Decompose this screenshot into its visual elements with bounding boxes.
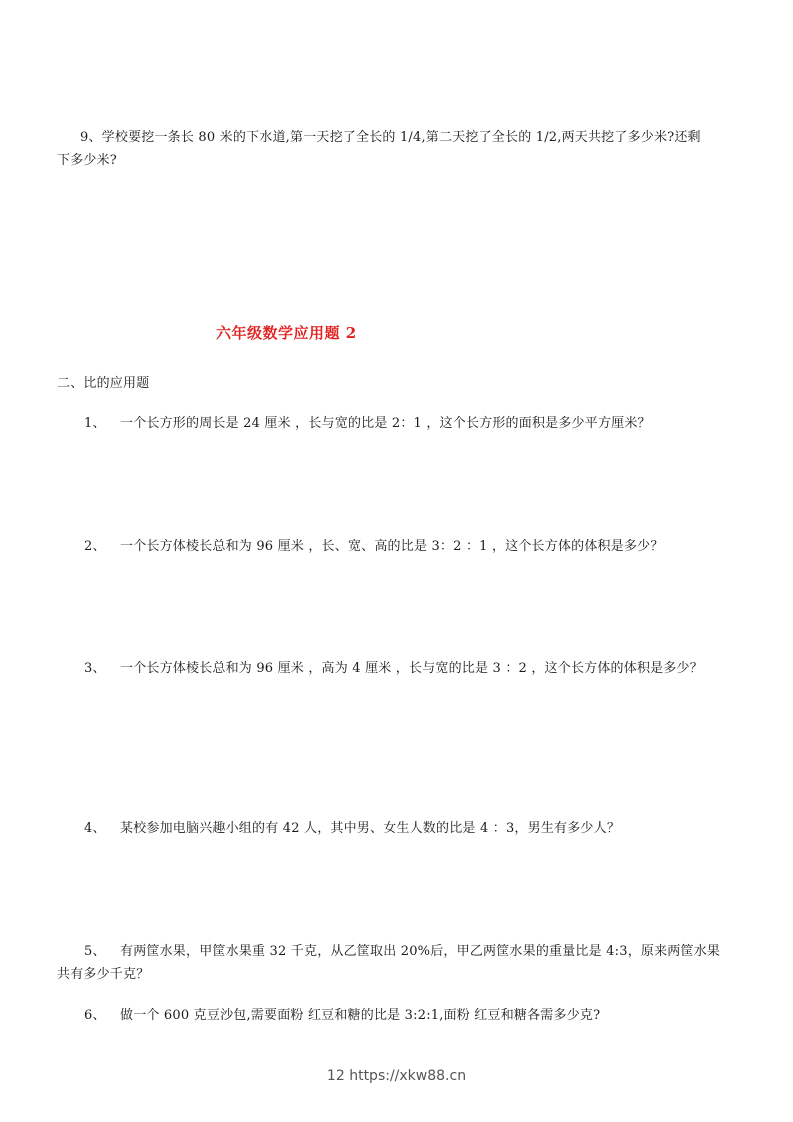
footer-url: https://xkw88.cn xyxy=(349,1068,467,1084)
question-2 xyxy=(84,536,664,558)
question-1 xyxy=(84,413,651,435)
question-number: 3、 xyxy=(84,661,106,676)
page-footer xyxy=(0,1068,793,1084)
question-number: 2、 xyxy=(84,539,106,554)
section-heading: 二、比的应用题 xyxy=(57,376,150,391)
page-title: 六年级数学应用题 2 xyxy=(216,324,357,342)
question-number: 5、 xyxy=(84,944,106,959)
question-9-line-1: 9、学校要挖一条长 80 米的下水道,第一天挖了全长的 1/4,第二天挖了全长的 1/2,两天共挖了多少米?还剩 xyxy=(80,130,701,145)
question-text: 一个长方体棱长总和为 96 厘米 ，长、宽、高的比是 3：2 ：1 ，这个长方体的体积是多少？ xyxy=(120,539,664,554)
question-text: 某校参加电脑兴趣小组的有 42 人，其中男、女生人数的比是 4 ：3，男生有多少人？ xyxy=(120,821,621,836)
question-4 xyxy=(84,818,620,840)
question-5-line-1 xyxy=(84,941,720,963)
question-text: 做一个 600 克豆沙包,需要面粉 红豆和糖的比是 3:2:1,面粉 红豆和糖各需多少克? xyxy=(120,1008,601,1023)
page-number: 12 xyxy=(326,1068,345,1084)
question-3 xyxy=(84,658,703,680)
question-9-line-2: 下多少米? xyxy=(57,153,117,168)
question-text: 一个长方体棱长总和为 96 厘米 ，高为 4 厘米 ，长与宽的比是 3 ：2 ，这个长方体的体积是多少？ xyxy=(120,661,703,676)
question-5-line-2: 共有多少千克？ xyxy=(57,967,150,982)
question-text: 一个长方形的周长是 24 厘米 ，长与宽的比是 2：1 ，这个长方形的面积是多少平方厘米？ xyxy=(120,416,651,431)
question-6 xyxy=(84,1005,600,1027)
question-number: 1、 xyxy=(84,416,106,431)
question-number: 6、 xyxy=(84,1008,106,1023)
question-text: 有两筐水果，甲筐水果重 32 千克，从乙筐取出 20%后，甲乙两筐水果的重量比是 4:3，原来两筐水果 xyxy=(120,944,721,959)
question-number: 4、 xyxy=(84,821,106,836)
